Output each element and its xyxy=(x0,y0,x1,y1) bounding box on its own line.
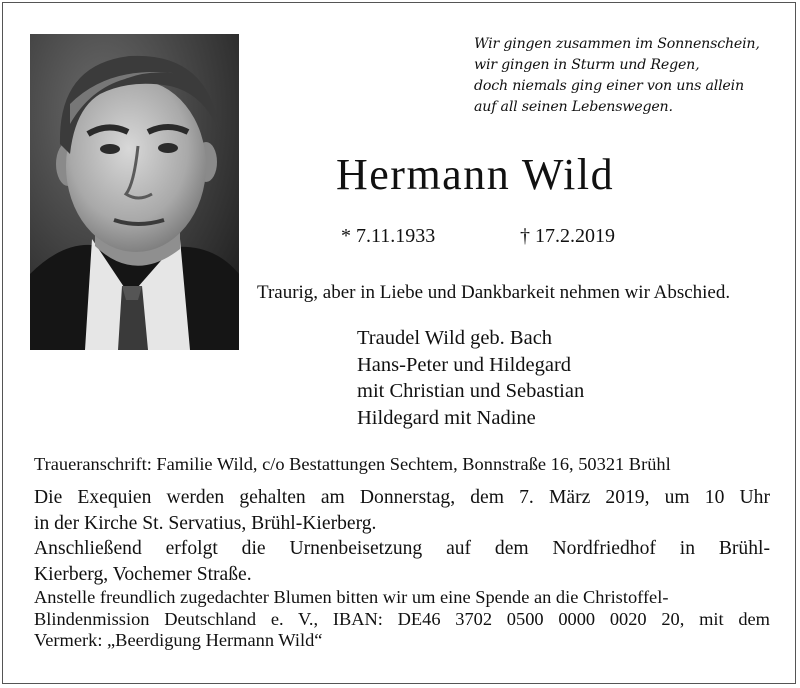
donation-line: Blindenmission Deutschland e. V., IBAN: DE46 3702 0500 0000 0020 20, mit dem xyxy=(34,608,770,629)
deceased-name: Hermann Wild xyxy=(336,150,615,199)
poem-line: Wir gingen zusammen im Sonnenschein, xyxy=(474,36,760,52)
mourner-line: Hans-Peter und Hildegard xyxy=(357,353,572,376)
portrait-photo xyxy=(30,34,239,350)
poem-line: wir gingen in Sturm und Regen, xyxy=(474,57,700,73)
donation-line: Vermerk: „Beerdigung Hermann Wild“ xyxy=(34,630,323,650)
poem-line: auf all seinen Lebenswegen. xyxy=(474,99,673,115)
burial-line: Kierberg, Vochemer Straße. xyxy=(34,563,252,585)
exequien-line: Die Exequien werden gehalten am Donnerstag, dem 7. März 2019, um 10 Uhr xyxy=(34,487,770,508)
mourner-line: Hildegard mit Nadine xyxy=(357,406,536,429)
service-details xyxy=(34,485,770,652)
burial-line: Anschließend erfolgt die Urnenbeisetzung auf dem Nordfriedhof in Brühl- xyxy=(34,538,770,559)
mourner-line: Traudel Wild geb. Bach xyxy=(357,327,553,349)
mourners-list xyxy=(357,325,584,431)
mourning-address: Traueranschrift: Familie Wild, c/o Bestattungen Sechtem, Bonnstraße 16, 50321 Brühl xyxy=(34,454,671,474)
mourner-line: mit Christian und Sebastian xyxy=(357,380,585,402)
poem-line: doch niemals ging einer von uns allein xyxy=(474,78,744,94)
exequien-line: in der Kirche St. Servatius, Brühl-Kierberg. xyxy=(34,512,377,534)
birth-date: * 7.11.1933 xyxy=(341,225,436,247)
farewell-text: Traurig, aber in Liebe und Dankbarkeit nehmen wir Abschied. xyxy=(257,282,731,303)
death-date: † 17.2.2019 xyxy=(520,225,615,247)
donation-line: Anstelle freundlich zugedachter Blumen bitten wir um eine Spende an die Christoffel- xyxy=(34,587,669,607)
poem xyxy=(474,34,794,118)
